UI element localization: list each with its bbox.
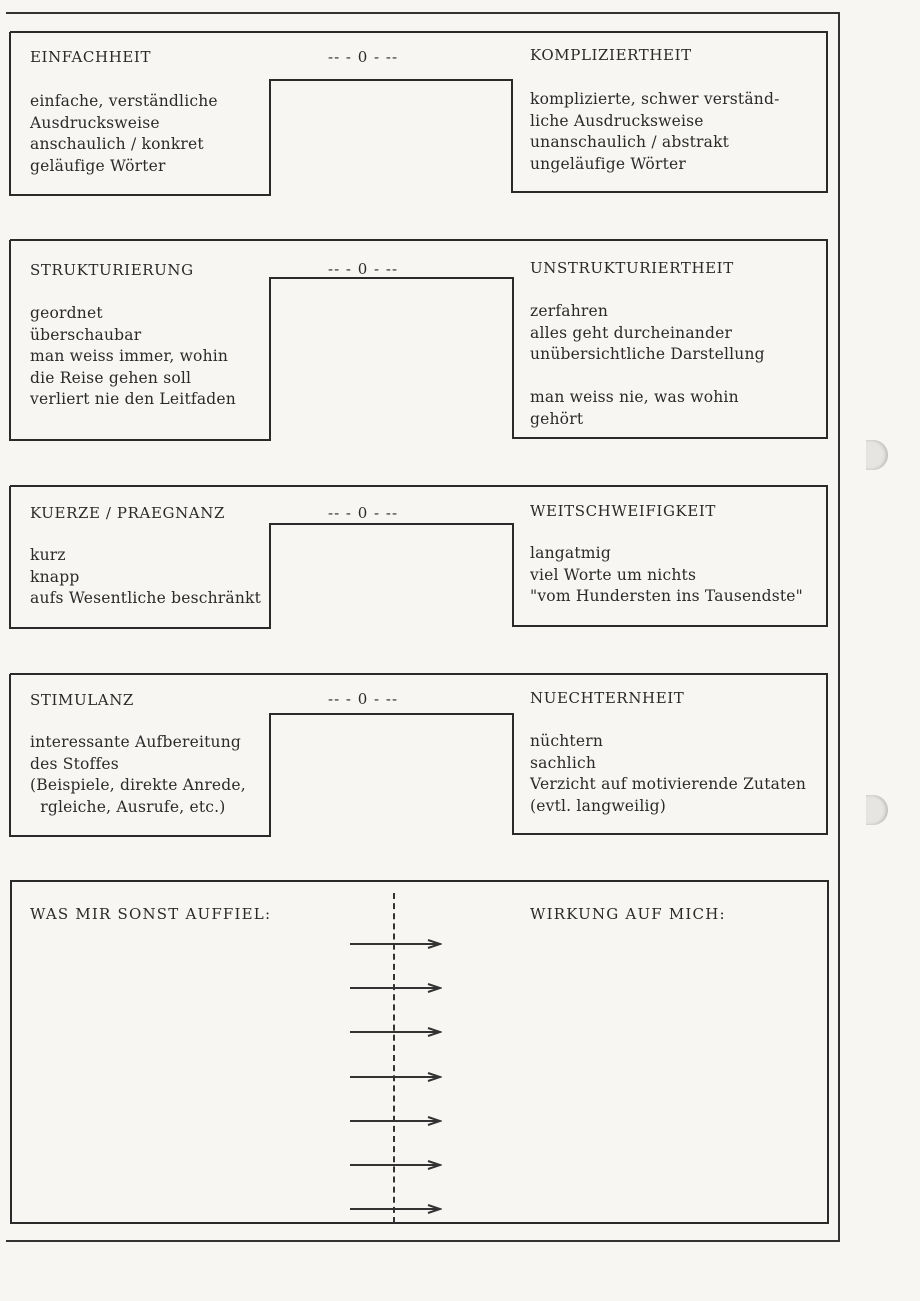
- arrow-icon: [350, 983, 442, 993]
- binder-hole-upper: [866, 440, 888, 470]
- arrow-icon: [350, 1027, 442, 1037]
- left-description: interessante Aufbereitung des Stoffes (Beispiele, direkte Anrede, rgleiche, Ausrufe, etc.): [30, 733, 246, 816]
- left-description: kurz knapp aufs Wesentliche beschränkt: [30, 546, 262, 607]
- right-title: KOMPLIZIERTHEIT: [530, 46, 692, 64]
- arrow-icon: [350, 1204, 442, 1214]
- scale-marker: -- - 0 - --: [328, 48, 399, 66]
- arrow-icon: [350, 1116, 442, 1126]
- notes-box: [10, 880, 829, 1224]
- left-description: geordnet überschaubar man weiss immer, wohin die Reise gehen soll verliert nie den Leitfaden: [30, 304, 236, 408]
- left-title: STRUKTURIERUNG: [30, 261, 194, 279]
- notes-right-heading: WIRKUNG AUF MICH:: [530, 905, 726, 923]
- section-stimulanz: [10, 674, 827, 838]
- left-description: einfache, verständliche Ausdrucksweise anschaulich / konkret geläufige Wörter: [30, 92, 218, 175]
- page-bottom-rule: [6, 1240, 840, 1242]
- right-description: zerfahren alles geht durcheinander unübersichtliche Darstellung man weiss nie, was wohin gehört: [530, 302, 765, 428]
- scale-marker: -- - 0 - --: [328, 690, 399, 708]
- notes-left-heading: WAS MIR SONST AUFFIEL:: [30, 905, 272, 923]
- left-title: STIMULANZ: [30, 691, 134, 709]
- right-description: langatmig viel Worte um nichts "vom Hundersten ins Tausendste": [530, 544, 803, 605]
- left-title: KUERZE / PRAEGNANZ: [30, 504, 225, 522]
- arrow-icon: [350, 1160, 442, 1170]
- scale-marker: -- - 0 - --: [328, 504, 399, 522]
- page-right-rule: [838, 12, 840, 1242]
- arrow-icon: [350, 1072, 442, 1082]
- scale-marker: -- - 0 - --: [328, 260, 399, 278]
- binder-hole-lower: [866, 795, 888, 825]
- arrow-icon: [350, 939, 442, 949]
- right-description: nüchtern sachlich Verzicht auf motivierende Zutaten (evtl. langweilig): [530, 732, 807, 815]
- page-top-rule: [6, 12, 840, 14]
- right-description: komplizierte, schwer verständ- liche Ausdrucksweise unanschaulich / abstrakt ungeläufige Wörter: [530, 90, 780, 173]
- section-kuerze-praegnanz: [10, 486, 827, 630]
- left-title: EINFACHHEIT: [30, 48, 152, 66]
- section-einfachheit: [10, 32, 827, 197]
- section-strukturierung: [10, 240, 827, 442]
- right-title: NUECHTERNHEIT: [530, 689, 685, 707]
- right-title: WEITSCHWEIFIGKEIT: [530, 502, 717, 520]
- right-title: UNSTRUKTURIERTHEIT: [530, 259, 734, 277]
